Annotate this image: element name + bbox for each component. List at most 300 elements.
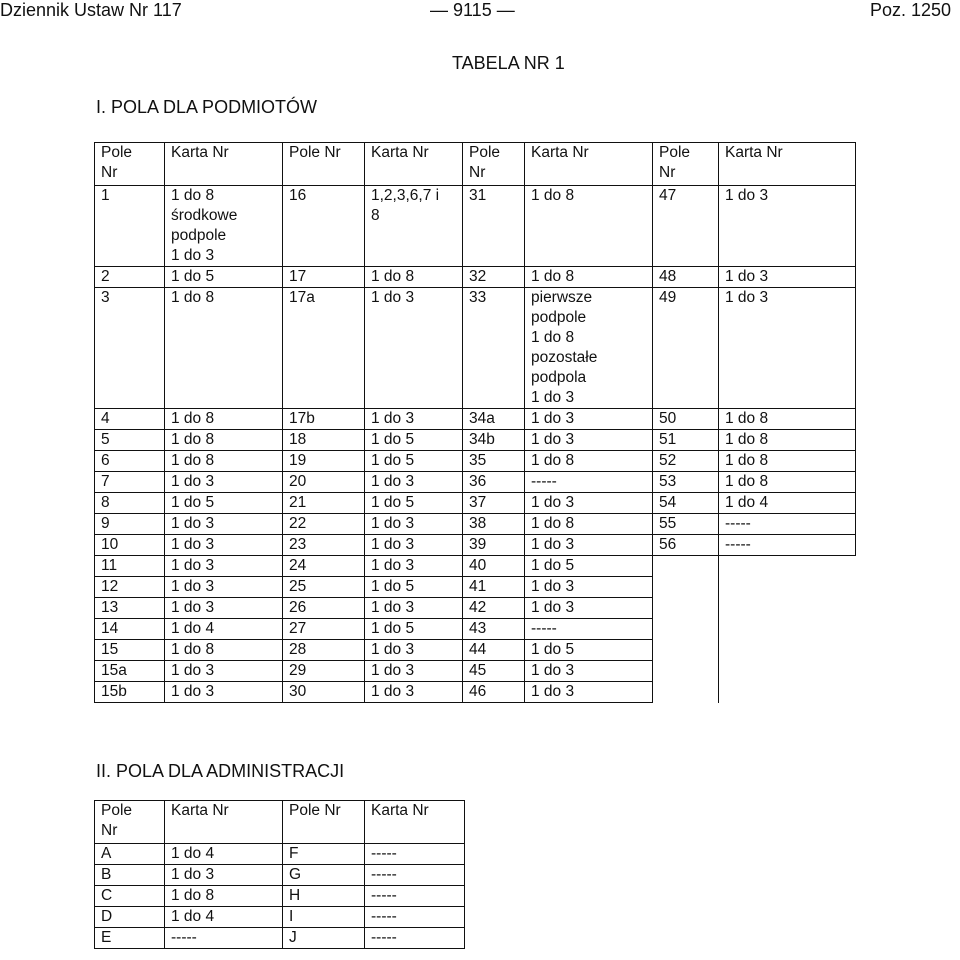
cell-text: podpole bbox=[171, 227, 227, 244]
cell-text: 1 do 3 bbox=[371, 536, 415, 553]
table-cell bbox=[165, 267, 283, 288]
header-cell bbox=[165, 143, 283, 186]
table-cell bbox=[719, 640, 856, 661]
cell-text: 46 bbox=[469, 683, 487, 700]
table-cell bbox=[95, 430, 165, 451]
cell-text: 55 bbox=[659, 515, 677, 532]
table-cell bbox=[719, 619, 856, 640]
table-row bbox=[95, 535, 856, 556]
table-cell bbox=[283, 535, 365, 556]
cell-text: 45 bbox=[469, 662, 487, 679]
header-cell bbox=[463, 143, 525, 186]
table-cell bbox=[283, 430, 365, 451]
cell-text: 20 bbox=[289, 473, 307, 490]
cell-text: F bbox=[289, 845, 299, 862]
header-cell bbox=[653, 143, 719, 186]
cell-text: 1 do 3 bbox=[371, 557, 415, 574]
table-cell bbox=[365, 430, 463, 451]
table-cell bbox=[463, 267, 525, 288]
cell-text: 1 do 5 bbox=[371, 620, 415, 637]
table-cell bbox=[463, 640, 525, 661]
table-cell bbox=[653, 682, 719, 703]
table-cell bbox=[525, 535, 653, 556]
cell-text: 1 do 5 bbox=[531, 641, 575, 658]
table-cell bbox=[365, 451, 463, 472]
cell-text: 1 do 3 bbox=[171, 536, 215, 553]
table-row bbox=[95, 844, 465, 865]
table-cell bbox=[283, 577, 365, 598]
table-cell bbox=[365, 288, 463, 409]
cell-text: 1 do 3 bbox=[171, 683, 215, 700]
cell-text: 27 bbox=[289, 620, 307, 637]
cell-text: 1 do 3 bbox=[371, 641, 415, 658]
cell-text: 42 bbox=[469, 599, 487, 616]
cell-text: 54 bbox=[659, 494, 677, 511]
cell-text: 3 bbox=[101, 289, 110, 306]
table-cell bbox=[463, 661, 525, 682]
cell-text: 1 do 8 bbox=[171, 431, 215, 448]
cell-text: 2 bbox=[101, 268, 110, 285]
table-cell bbox=[653, 430, 719, 451]
cell-text: 1 do 8 bbox=[171, 887, 215, 904]
table-cell bbox=[653, 472, 719, 493]
cell-text: 15 bbox=[101, 641, 119, 658]
table-cell bbox=[653, 640, 719, 661]
cell-text: 56 bbox=[659, 536, 677, 553]
table-cell bbox=[365, 661, 463, 682]
cell-text: 1 do 3 bbox=[371, 289, 415, 306]
cell-text: E bbox=[101, 929, 112, 946]
cell-text: 14 bbox=[101, 620, 119, 637]
table-cell bbox=[525, 640, 653, 661]
cell-text: Karta Nr bbox=[725, 144, 783, 161]
cell-text: 1 do 8 bbox=[725, 452, 769, 469]
cell-text: ----- bbox=[371, 845, 397, 862]
table-cell bbox=[653, 556, 719, 577]
cell-text: 26 bbox=[289, 599, 307, 616]
cell-text: 31 bbox=[469, 187, 487, 204]
header-cell bbox=[525, 143, 653, 186]
table-cell bbox=[283, 288, 365, 409]
cell-text: 7 bbox=[101, 473, 110, 490]
table-cell bbox=[95, 640, 165, 661]
table-cell bbox=[365, 844, 465, 865]
cell-text: 1 do 3 bbox=[171, 866, 215, 883]
cell-text: Nr bbox=[659, 164, 676, 181]
table-cell bbox=[365, 267, 463, 288]
table-cell bbox=[525, 682, 653, 703]
cell-text: 1 do 5 bbox=[171, 494, 215, 511]
cell-text: 25 bbox=[289, 578, 307, 595]
table-cell bbox=[365, 886, 465, 907]
cell-text: 1 do 4 bbox=[171, 908, 215, 925]
cell-text: 1 do 8 bbox=[171, 187, 215, 204]
table-header-row bbox=[95, 801, 465, 844]
table-cell bbox=[653, 514, 719, 535]
table-cell bbox=[283, 451, 365, 472]
table-cell bbox=[165, 844, 283, 865]
cell-text: 34a bbox=[469, 410, 495, 427]
cell-text: Pole bbox=[469, 144, 501, 161]
table-cell bbox=[165, 907, 283, 928]
table-cell bbox=[283, 640, 365, 661]
table-cell bbox=[525, 288, 653, 409]
table-cell bbox=[283, 409, 365, 430]
table-cell bbox=[653, 535, 719, 556]
cell-text: ----- bbox=[371, 887, 397, 904]
cell-text: 1 do 8 bbox=[171, 641, 215, 658]
table-cell bbox=[95, 493, 165, 514]
cell-text: podpola bbox=[531, 369, 587, 386]
cell-text: ----- bbox=[171, 929, 197, 946]
cell-text: 51 bbox=[659, 431, 677, 448]
table-cell bbox=[525, 514, 653, 535]
cell-text: 1 do 3 bbox=[531, 494, 575, 511]
table-cell bbox=[653, 493, 719, 514]
table-cell bbox=[463, 556, 525, 577]
table-cell bbox=[653, 267, 719, 288]
table-cell bbox=[463, 451, 525, 472]
cell-text: ----- bbox=[531, 620, 557, 637]
cell-text: 29 bbox=[289, 662, 307, 679]
table-cell bbox=[95, 577, 165, 598]
page-number: — 9115 — bbox=[430, 0, 515, 20]
table-row bbox=[95, 886, 465, 907]
table-cell bbox=[719, 451, 856, 472]
cell-text: 1 do 3 bbox=[371, 410, 415, 427]
cell-text: Karta Nr bbox=[531, 144, 589, 161]
cell-text: 13 bbox=[101, 599, 119, 616]
table-cell bbox=[283, 886, 365, 907]
cell-text: 43 bbox=[469, 620, 487, 637]
table-header-row bbox=[95, 143, 856, 186]
cell-text: Karta Nr bbox=[171, 144, 229, 161]
cell-text: 19 bbox=[289, 452, 307, 469]
table-cell bbox=[653, 288, 719, 409]
table-cell bbox=[165, 514, 283, 535]
table-cell bbox=[95, 661, 165, 682]
fields-table-entities bbox=[94, 142, 856, 703]
cell-text: H bbox=[289, 887, 301, 904]
table-cell bbox=[95, 598, 165, 619]
table-cell bbox=[95, 535, 165, 556]
cell-text: 10 bbox=[101, 536, 119, 553]
cell-text: 50 bbox=[659, 410, 677, 427]
table-cell bbox=[525, 661, 653, 682]
table-cell bbox=[653, 451, 719, 472]
table-cell bbox=[165, 409, 283, 430]
table-cell bbox=[719, 493, 856, 514]
table-row bbox=[95, 267, 856, 288]
table-row bbox=[95, 556, 856, 577]
cell-text: C bbox=[101, 887, 113, 904]
table-cell bbox=[525, 556, 653, 577]
header-cell bbox=[95, 801, 165, 844]
cell-text: 1 do 3 bbox=[531, 389, 575, 406]
table-row bbox=[95, 288, 856, 409]
table-cell bbox=[95, 619, 165, 640]
table-cell bbox=[463, 186, 525, 267]
cell-text: D bbox=[101, 908, 113, 925]
table-cell bbox=[463, 577, 525, 598]
cell-text: ----- bbox=[725, 515, 751, 532]
table-row bbox=[95, 409, 856, 430]
table-cell bbox=[165, 556, 283, 577]
table-row bbox=[95, 907, 465, 928]
table-cell bbox=[165, 472, 283, 493]
table-cell bbox=[95, 682, 165, 703]
table-cell bbox=[463, 493, 525, 514]
cell-text: 15b bbox=[101, 683, 127, 700]
cell-text: Karta Nr bbox=[371, 144, 429, 161]
cell-text: 15a bbox=[101, 662, 127, 679]
cell-text: 1 do 3 bbox=[171, 599, 215, 616]
table-cell bbox=[283, 865, 365, 886]
cell-text: 39 bbox=[469, 536, 487, 553]
cell-text: 35 bbox=[469, 452, 487, 469]
table-row bbox=[95, 640, 856, 661]
table-cell bbox=[719, 514, 856, 535]
table-cell bbox=[365, 865, 465, 886]
table-cell bbox=[365, 472, 463, 493]
cell-text: 4 bbox=[101, 410, 110, 427]
table-cell bbox=[283, 493, 365, 514]
cell-text: pierwsze bbox=[531, 289, 593, 306]
cell-text: 1 do 3 bbox=[371, 473, 415, 490]
cell-text: 1 do 8 bbox=[171, 452, 215, 469]
cell-text: 1 do 5 bbox=[171, 268, 215, 285]
table-cell bbox=[283, 682, 365, 703]
table-row bbox=[95, 598, 856, 619]
cell-text: ----- bbox=[371, 908, 397, 925]
table-cell bbox=[525, 430, 653, 451]
table-cell bbox=[365, 682, 463, 703]
cell-text: 1 do 4 bbox=[171, 620, 215, 637]
table-cell bbox=[165, 451, 283, 472]
table-cell bbox=[95, 409, 165, 430]
cell-text: I bbox=[289, 908, 294, 925]
table-cell bbox=[719, 661, 856, 682]
table-cell bbox=[165, 865, 283, 886]
table-cell bbox=[463, 598, 525, 619]
table-cell bbox=[653, 577, 719, 598]
cell-text: ----- bbox=[725, 536, 751, 553]
table-cell bbox=[95, 865, 165, 886]
table-row bbox=[95, 514, 856, 535]
cell-text: 8 bbox=[101, 494, 110, 511]
table-cell bbox=[525, 451, 653, 472]
table-cell bbox=[95, 844, 165, 865]
table-cell bbox=[525, 267, 653, 288]
cell-text: 34b bbox=[469, 431, 495, 448]
table-cell bbox=[283, 514, 365, 535]
cell-text: Nr bbox=[101, 822, 118, 839]
cell-text: 8 bbox=[371, 207, 380, 224]
header-cell bbox=[165, 801, 283, 844]
table-cell bbox=[653, 661, 719, 682]
cell-text: podpole bbox=[531, 309, 587, 326]
cell-text: ----- bbox=[371, 929, 397, 946]
cell-text: 40 bbox=[469, 557, 487, 574]
cell-text: 1 do 3 bbox=[531, 683, 575, 700]
cell-text: 1 do 3 bbox=[371, 515, 415, 532]
table-cell bbox=[95, 886, 165, 907]
section2-title: II. POLA DLA ADMINISTRACJI bbox=[96, 761, 345, 781]
table-cell bbox=[165, 640, 283, 661]
cell-text: 1 do 3 bbox=[531, 410, 575, 427]
table-cell bbox=[165, 288, 283, 409]
cell-text: Nr bbox=[101, 164, 118, 181]
position-number: Poz. 1250 bbox=[870, 0, 952, 20]
table-cell bbox=[165, 186, 283, 267]
cell-text: Pole bbox=[101, 144, 133, 161]
table-cell bbox=[165, 661, 283, 682]
table-cell bbox=[463, 514, 525, 535]
cell-text: 24 bbox=[289, 557, 307, 574]
cell-text: 6 bbox=[101, 452, 110, 469]
cell-text: 1 do 5 bbox=[371, 494, 415, 511]
cell-text: G bbox=[289, 866, 302, 883]
table-row bbox=[95, 577, 856, 598]
header-cell bbox=[283, 801, 365, 844]
table-cell bbox=[365, 535, 463, 556]
table-row bbox=[95, 928, 465, 949]
table-row bbox=[95, 661, 856, 682]
table-cell bbox=[283, 267, 365, 288]
table-cell bbox=[165, 430, 283, 451]
cell-text: Pole Nr bbox=[289, 144, 341, 161]
table-cell bbox=[283, 619, 365, 640]
table-cell bbox=[95, 556, 165, 577]
table-cell bbox=[719, 472, 856, 493]
cell-text: 22 bbox=[289, 515, 307, 532]
cell-text: 1 do 3 bbox=[531, 599, 575, 616]
table-cell bbox=[95, 928, 165, 949]
cell-text: 1 do 3 bbox=[725, 289, 769, 306]
table-cell bbox=[283, 186, 365, 267]
table-cell bbox=[283, 907, 365, 928]
table-cell bbox=[365, 556, 463, 577]
table-cell bbox=[719, 598, 856, 619]
table-cell bbox=[283, 598, 365, 619]
cell-text: 32 bbox=[469, 268, 487, 285]
cell-text: 33 bbox=[469, 289, 487, 306]
table-cell bbox=[283, 556, 365, 577]
table-cell bbox=[365, 928, 465, 949]
cell-text: 1 do 8 bbox=[725, 431, 769, 448]
cell-text: 1 do 8 bbox=[531, 515, 575, 532]
header-cell bbox=[719, 143, 856, 186]
cell-text: 17b bbox=[289, 410, 315, 427]
cell-text: 9 bbox=[101, 515, 110, 532]
table-cell bbox=[525, 409, 653, 430]
cell-text: 1 do 8 bbox=[371, 268, 415, 285]
table-cell bbox=[283, 844, 365, 865]
table-cell bbox=[365, 493, 463, 514]
table-cell bbox=[95, 267, 165, 288]
cell-text: Karta Nr bbox=[371, 802, 429, 819]
cell-text: 1 do 3 bbox=[371, 683, 415, 700]
cell-text: 38 bbox=[469, 515, 487, 532]
cell-text: 1 do 8 bbox=[171, 410, 215, 427]
cell-text: B bbox=[101, 866, 112, 883]
cell-text: 48 bbox=[659, 268, 677, 285]
cell-text: 1 do 3 bbox=[531, 578, 575, 595]
cell-text: 53 bbox=[659, 473, 677, 490]
cell-text: 17a bbox=[289, 289, 315, 306]
cell-text: 1 do 3 bbox=[171, 578, 215, 595]
table-row bbox=[95, 472, 856, 493]
table-cell bbox=[653, 409, 719, 430]
table-cell bbox=[463, 535, 525, 556]
cell-text: 1 do 8 bbox=[171, 289, 215, 306]
section1-title: I. POLA DLA PODMIOTÓW bbox=[96, 97, 318, 117]
table-cell bbox=[95, 472, 165, 493]
table-cell bbox=[95, 451, 165, 472]
cell-text: 41 bbox=[469, 578, 487, 595]
table-cell bbox=[365, 619, 463, 640]
table-cell bbox=[165, 886, 283, 907]
table-cell bbox=[719, 577, 856, 598]
table-cell bbox=[719, 267, 856, 288]
table-cell bbox=[719, 535, 856, 556]
table-row bbox=[95, 430, 856, 451]
cell-text: 1 do 4 bbox=[171, 845, 215, 862]
table-cell bbox=[463, 682, 525, 703]
table-cell bbox=[365, 640, 463, 661]
cell-text: 1 do 3 bbox=[171, 473, 215, 490]
cell-text: 30 bbox=[289, 683, 307, 700]
table-cell bbox=[525, 619, 653, 640]
cell-text: środkowe bbox=[171, 207, 238, 224]
table-cell bbox=[653, 619, 719, 640]
table-cell bbox=[165, 598, 283, 619]
table-cell bbox=[653, 598, 719, 619]
cell-text: 28 bbox=[289, 641, 307, 658]
cell-text: 44 bbox=[469, 641, 487, 658]
cell-text: 1 do 8 bbox=[531, 268, 575, 285]
table-cell bbox=[719, 430, 856, 451]
table-row bbox=[95, 451, 856, 472]
cell-text: 16 bbox=[289, 187, 307, 204]
cell-text: 1 do 5 bbox=[531, 557, 575, 574]
table-cell bbox=[95, 288, 165, 409]
cell-text: 1 do 3 bbox=[371, 599, 415, 616]
table-cell bbox=[165, 535, 283, 556]
table-row bbox=[95, 865, 465, 886]
cell-text: 1 do 3 bbox=[531, 536, 575, 553]
table-cell bbox=[525, 577, 653, 598]
table-row bbox=[95, 682, 856, 703]
table-cell bbox=[525, 472, 653, 493]
cell-text: 12 bbox=[101, 578, 119, 595]
cell-text: Pole Nr bbox=[289, 802, 341, 819]
table-cell bbox=[719, 288, 856, 409]
table-cell bbox=[463, 472, 525, 493]
table-cell bbox=[719, 409, 856, 430]
cell-text: ----- bbox=[531, 473, 557, 490]
cell-text: 1 do 8 bbox=[725, 410, 769, 427]
cell-text: 1 do 4 bbox=[725, 494, 769, 511]
cell-text: 1 do 3 bbox=[725, 187, 769, 204]
cell-text: 37 bbox=[469, 494, 487, 511]
table-row bbox=[95, 493, 856, 514]
table-cell bbox=[165, 619, 283, 640]
cell-text: pozostałe bbox=[531, 349, 598, 366]
table-cell bbox=[165, 577, 283, 598]
table-cell bbox=[95, 186, 165, 267]
cell-text: 5 bbox=[101, 431, 110, 448]
